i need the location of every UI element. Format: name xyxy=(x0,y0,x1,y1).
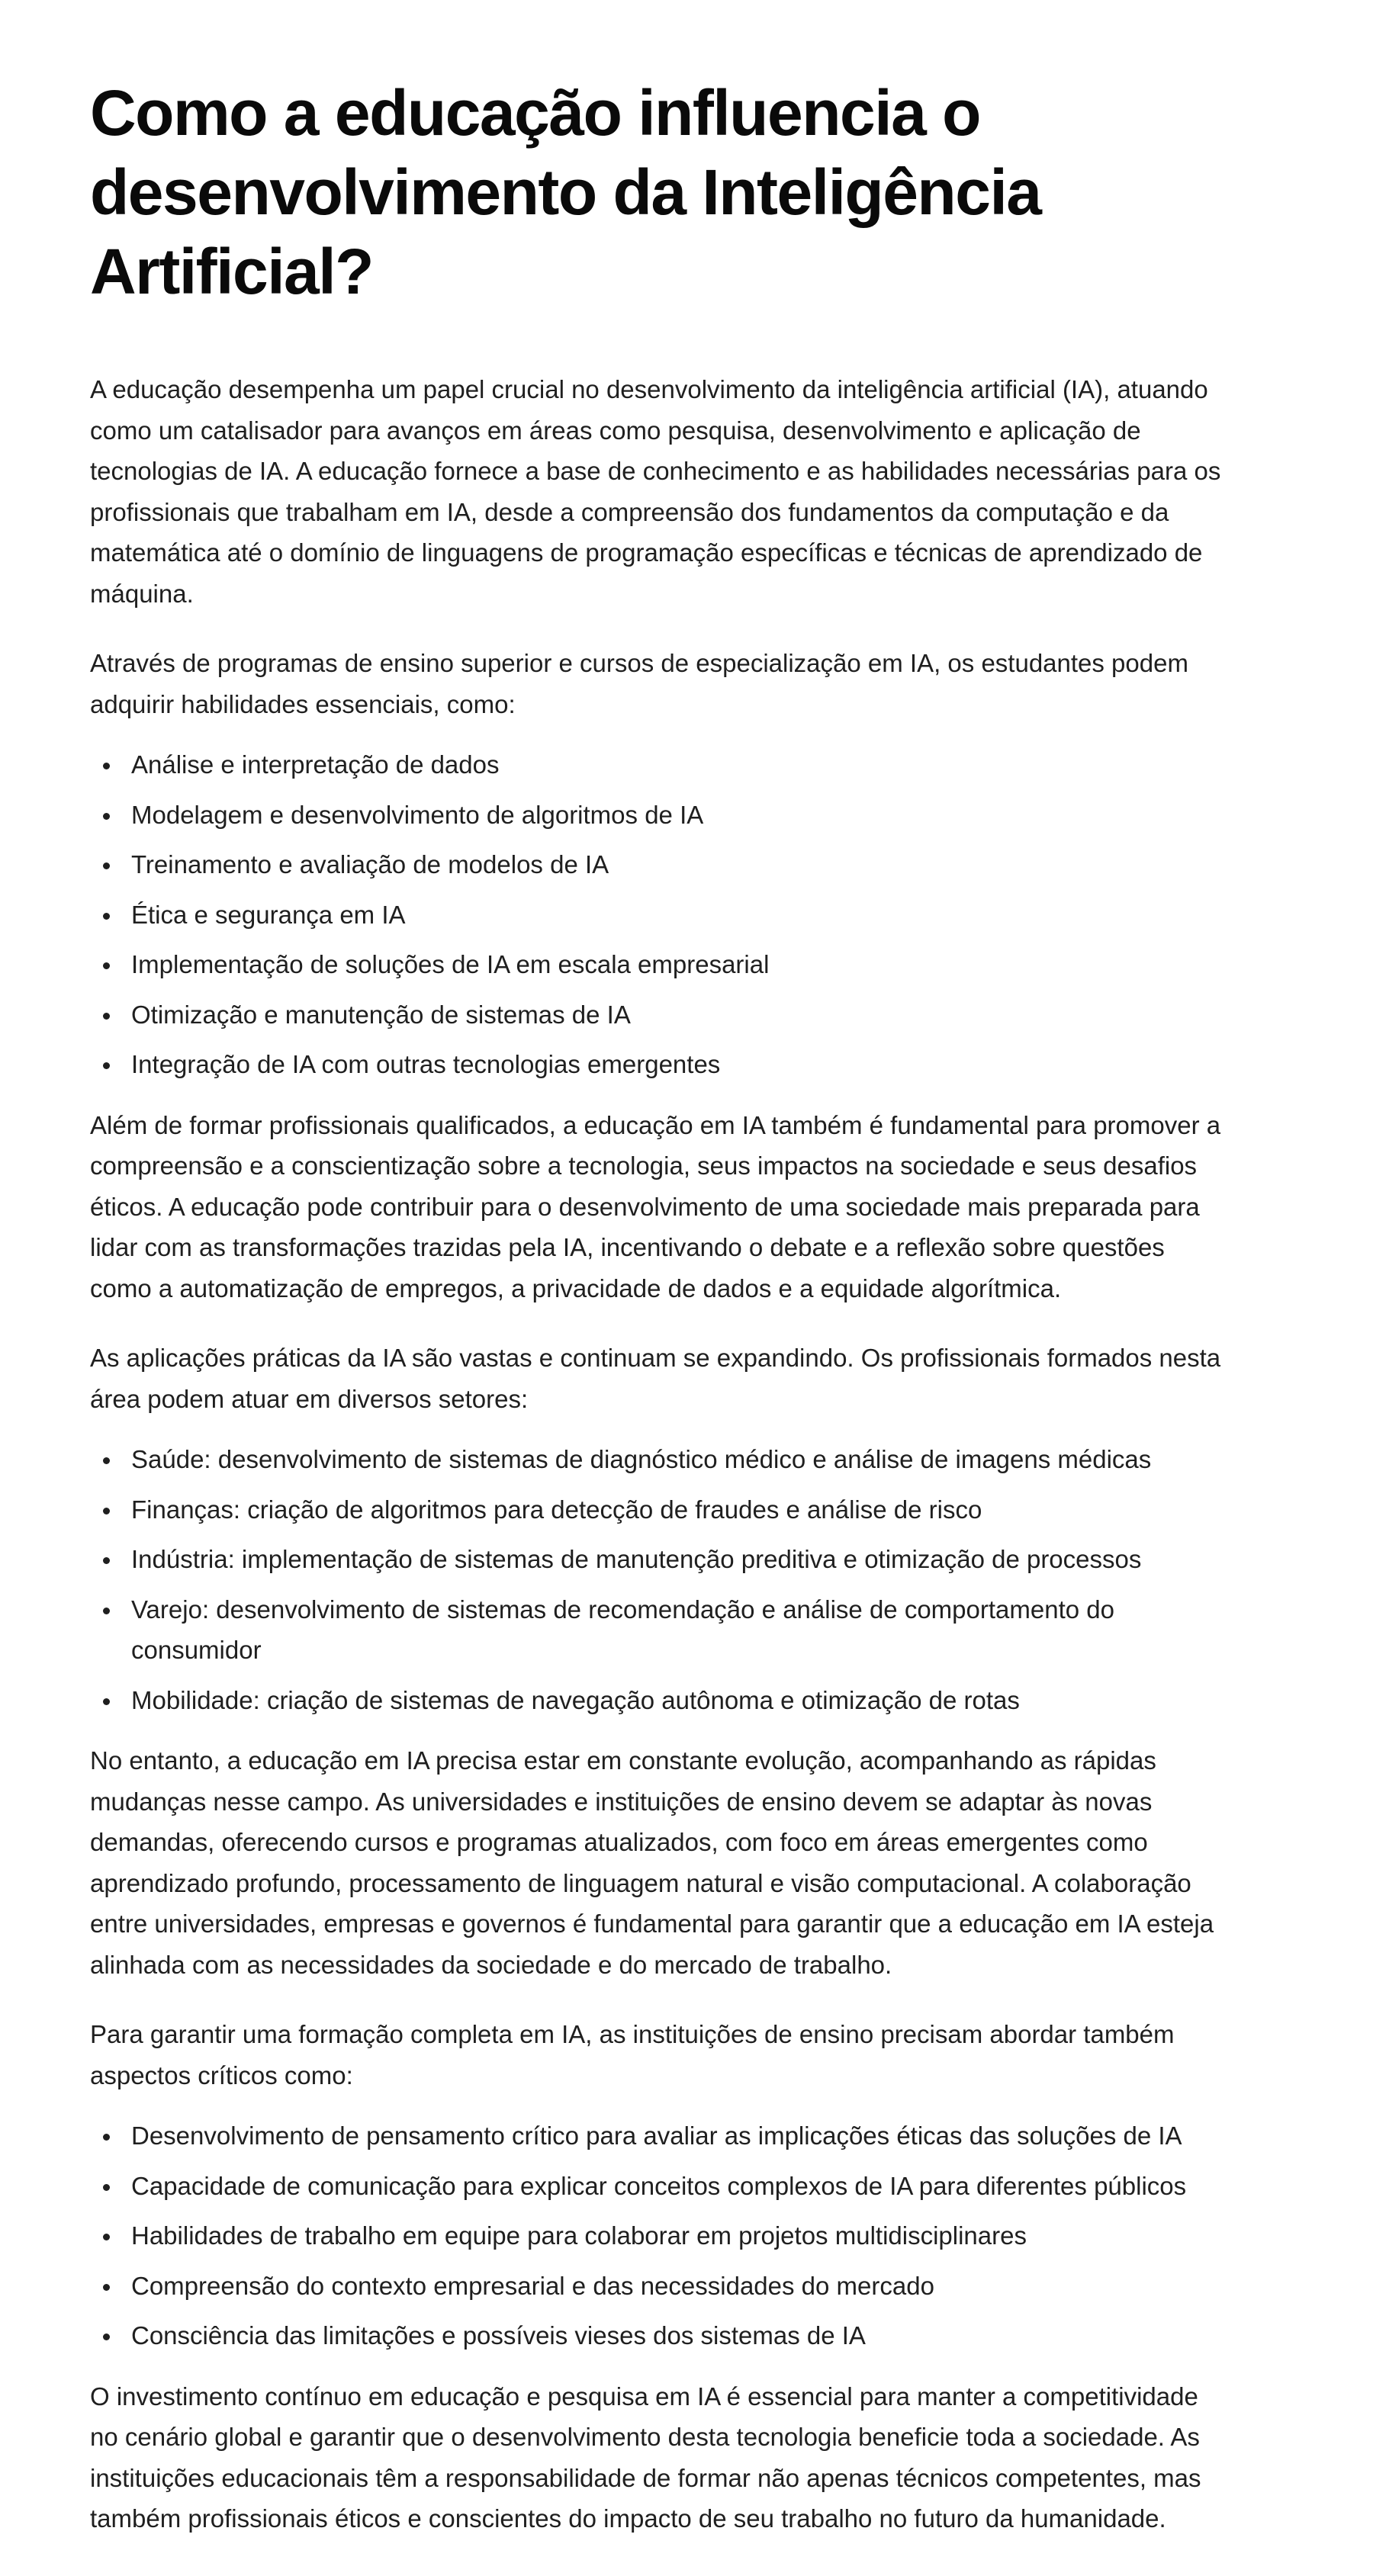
paragraph-skills-intro: Através de programas de ensino superior e cursos de especialização em IA, os estudantes podem adquirir habilidades essenciais, como: xyxy=(90,649,1188,718)
paragraph-awareness: Além de formar profissionais qualificados, a educação em IA também é fundamental para promover a compreensão e a conscientização sobre a tecnologia, seus impactos na sociedade e seus desafios éticos. A educação pode contribuir para o desenvolvimento de uma sociedade mais preparada para lidar com as transformações trazidas pela IA, incentivando o debate e a reflexão sobre questões como a automatização de empregos, a privacidade de dados e a equidade algorítmica. xyxy=(90,1110,1221,1302)
list-item: Consciência das limitações e possíveis vieses dos sistemas de IA xyxy=(131,2315,1227,2356)
list-item: Ética e segurança em IA xyxy=(131,895,1227,936)
list-item: Capacidade de comunicação para explicar conceitos complexos de IA para diferentes públicos xyxy=(131,2166,1227,2207)
list-item: Treinamento e avaliação de modelos de IA xyxy=(131,844,1227,885)
paragraph-conclusion: O investimento contínuo em educação e pesquisa em IA é essencial para manter a competitividade no cenário global e garantir que o desenvolvimento desta tecnologia beneficie toda a sociedade. As instituições educacionais têm a responsabilidade de formar não apenas técnicos competentes, mas também profissionais éticos e conscientes do impacto de seu trabalho no futuro da humanidade. xyxy=(90,2382,1201,2533)
paragraph-intro: A educação desempenha um papel crucial no desenvolvimento da inteligência artificial (IA), atuando como um catalisador para avanços em áreas como pesquisa, desenvolvimento e aplicação de tecnologias de IA. A educação fornece a base de conhecimento e as habilidades necessárias para os profissionais que trabalham em IA, desde a compreensão dos fundamentos da computação e da matemática até o domínio de linguagens de programação específicas e técnicas de aprendizado de máquina. xyxy=(90,375,1221,608)
list-item: Desenvolvimento de pensamento crítico para avaliar as implicações éticas das soluções de IA xyxy=(131,2115,1227,2157)
list-item: Habilidades de trabalho em equipe para colaborar em projetos multidisciplinares xyxy=(131,2215,1227,2256)
list-item: Implementação de soluções de IA em escala empresarial xyxy=(131,944,1227,985)
page-title: Como a educação influencia o desenvolvimento da Inteligência Artificial? xyxy=(90,77,1041,307)
paragraph-evolution: No entanto, a educação em IA precisa estar em constante evolução, acompanhando as rápidas mudanças nesse campo. As universidades e instituições de ensino devem se adaptar às novas demandas, oferecendo cursos e programas atualizados, com foco em áreas emergentes como aprendizado profundo, processamento de linguagem natural e visão computacional. A colaboração entre universidades, empresas e governos é fundamental para garantir que a educação em IA esteja alinhada com as necessidades da sociedade e do mercado de trabalho. xyxy=(90,1746,1214,1979)
paragraph-applications-intro: As aplicações práticas da IA são vastas e continuam se expandindo. Os profissionais formados nesta área podem atuar em diversos setores: xyxy=(90,1344,1221,1413)
list-item: Mobilidade: criação de sistemas de navegação autônoma e otimização de rotas xyxy=(131,1680,1227,1721)
critical-aspects-list xyxy=(90,2115,1227,2356)
skills-list xyxy=(90,744,1227,1085)
list-item: Otimização e manutenção de sistemas de IA xyxy=(131,994,1227,1036)
sectors-list xyxy=(90,1439,1227,1720)
list-item: Finanças: criação de algoritmos para detecção de fraudes e análise de risco xyxy=(131,1489,1227,1531)
list-item: Compreensão do contexto empresarial e das necessidades do mercado xyxy=(131,2266,1227,2307)
list-item: Análise e interpretação de dados xyxy=(131,744,1227,785)
list-item: Modelagem e desenvolvimento de algoritmos de IA xyxy=(131,795,1227,836)
list-item: Indústria: implementação de sistemas de manutenção preditiva e otimização de processos xyxy=(131,1539,1227,1580)
list-item: Varejo: desenvolvimento de sistemas de recomendação e análise de comportamento do consumidor xyxy=(131,1589,1227,1671)
list-item: Saúde: desenvolvimento de sistemas de diagnóstico médico e análise de imagens médicas xyxy=(131,1439,1227,1480)
paragraph-critical-aspects-intro: Para garantir uma formação completa em IA, as instituições de ensino precisam abordar também aspectos críticos como: xyxy=(90,2020,1175,2089)
list-item: Integração de IA com outras tecnologias emergentes xyxy=(131,1044,1227,1085)
